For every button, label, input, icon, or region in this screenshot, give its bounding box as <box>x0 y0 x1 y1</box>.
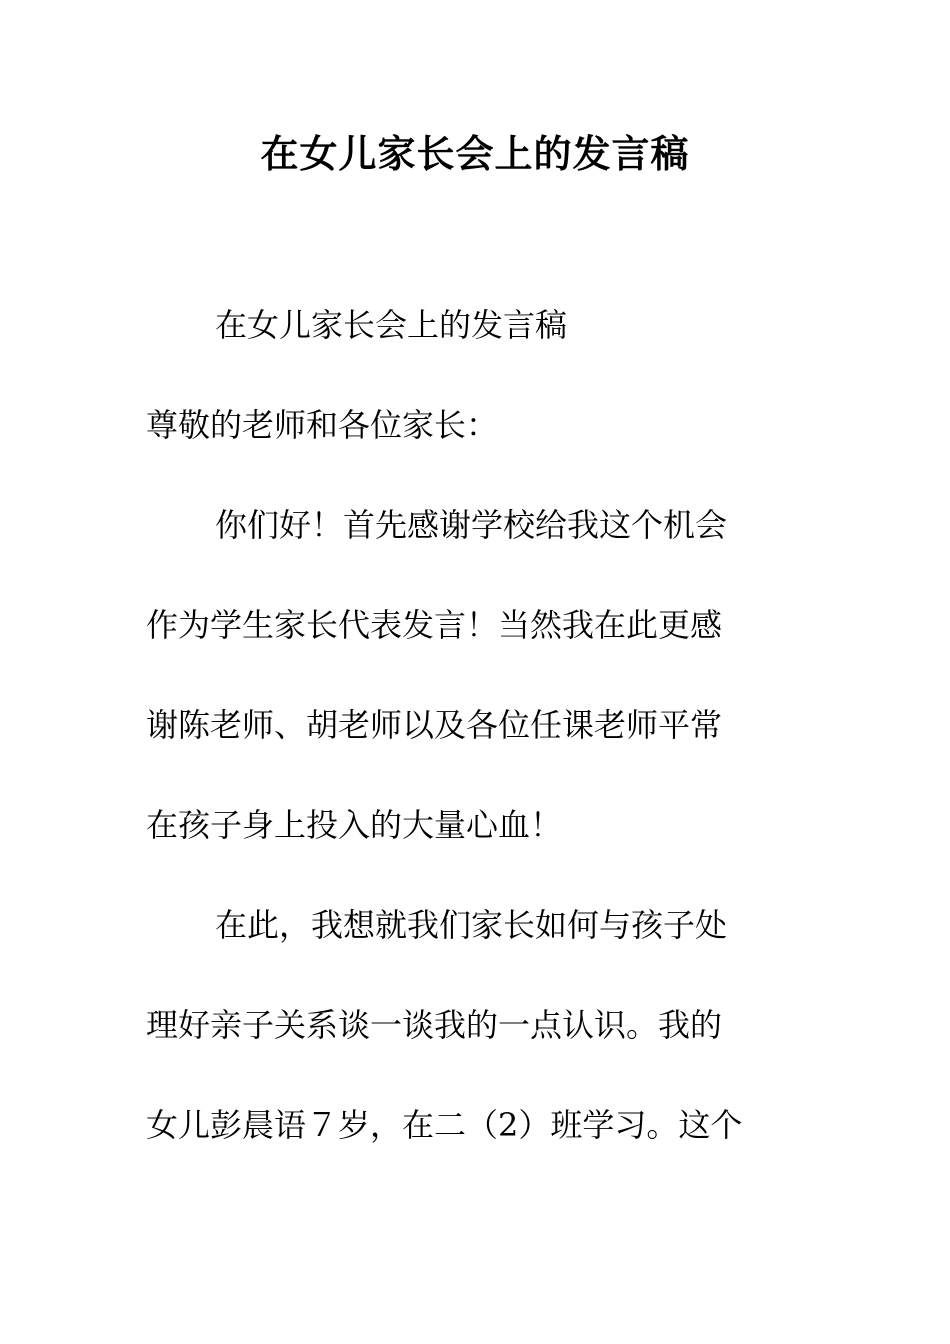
paragraph-line: 在女儿家长会上的发言稿 <box>215 306 568 344</box>
paragraph-line: 作为学生家长代表发言！当然我在此更感 <box>146 606 723 644</box>
paragraph-line: 在此，我想就我们家长如何与孩子处 <box>215 906 728 944</box>
paragraph-line: 理好亲子关系谈一谈我的一点认识。我的 <box>146 1006 723 1044</box>
paragraph-line: 谢陈老师、胡老师以及各位任课老师平常 <box>146 706 723 744</box>
document-title: 在女儿家长会上的发言稿 <box>260 132 690 176</box>
salutation-line: 尊敬的老师和各位家长： <box>146 406 499 444</box>
paragraph-line: 在孩子身上投入的大量心血！ <box>146 806 563 844</box>
paragraph-line: 女儿彭晨语７岁，在二（2）班学习。这个 <box>146 1106 743 1144</box>
paragraph-line: 你们好！首先感谢学校给我这个机会 <box>215 506 728 544</box>
